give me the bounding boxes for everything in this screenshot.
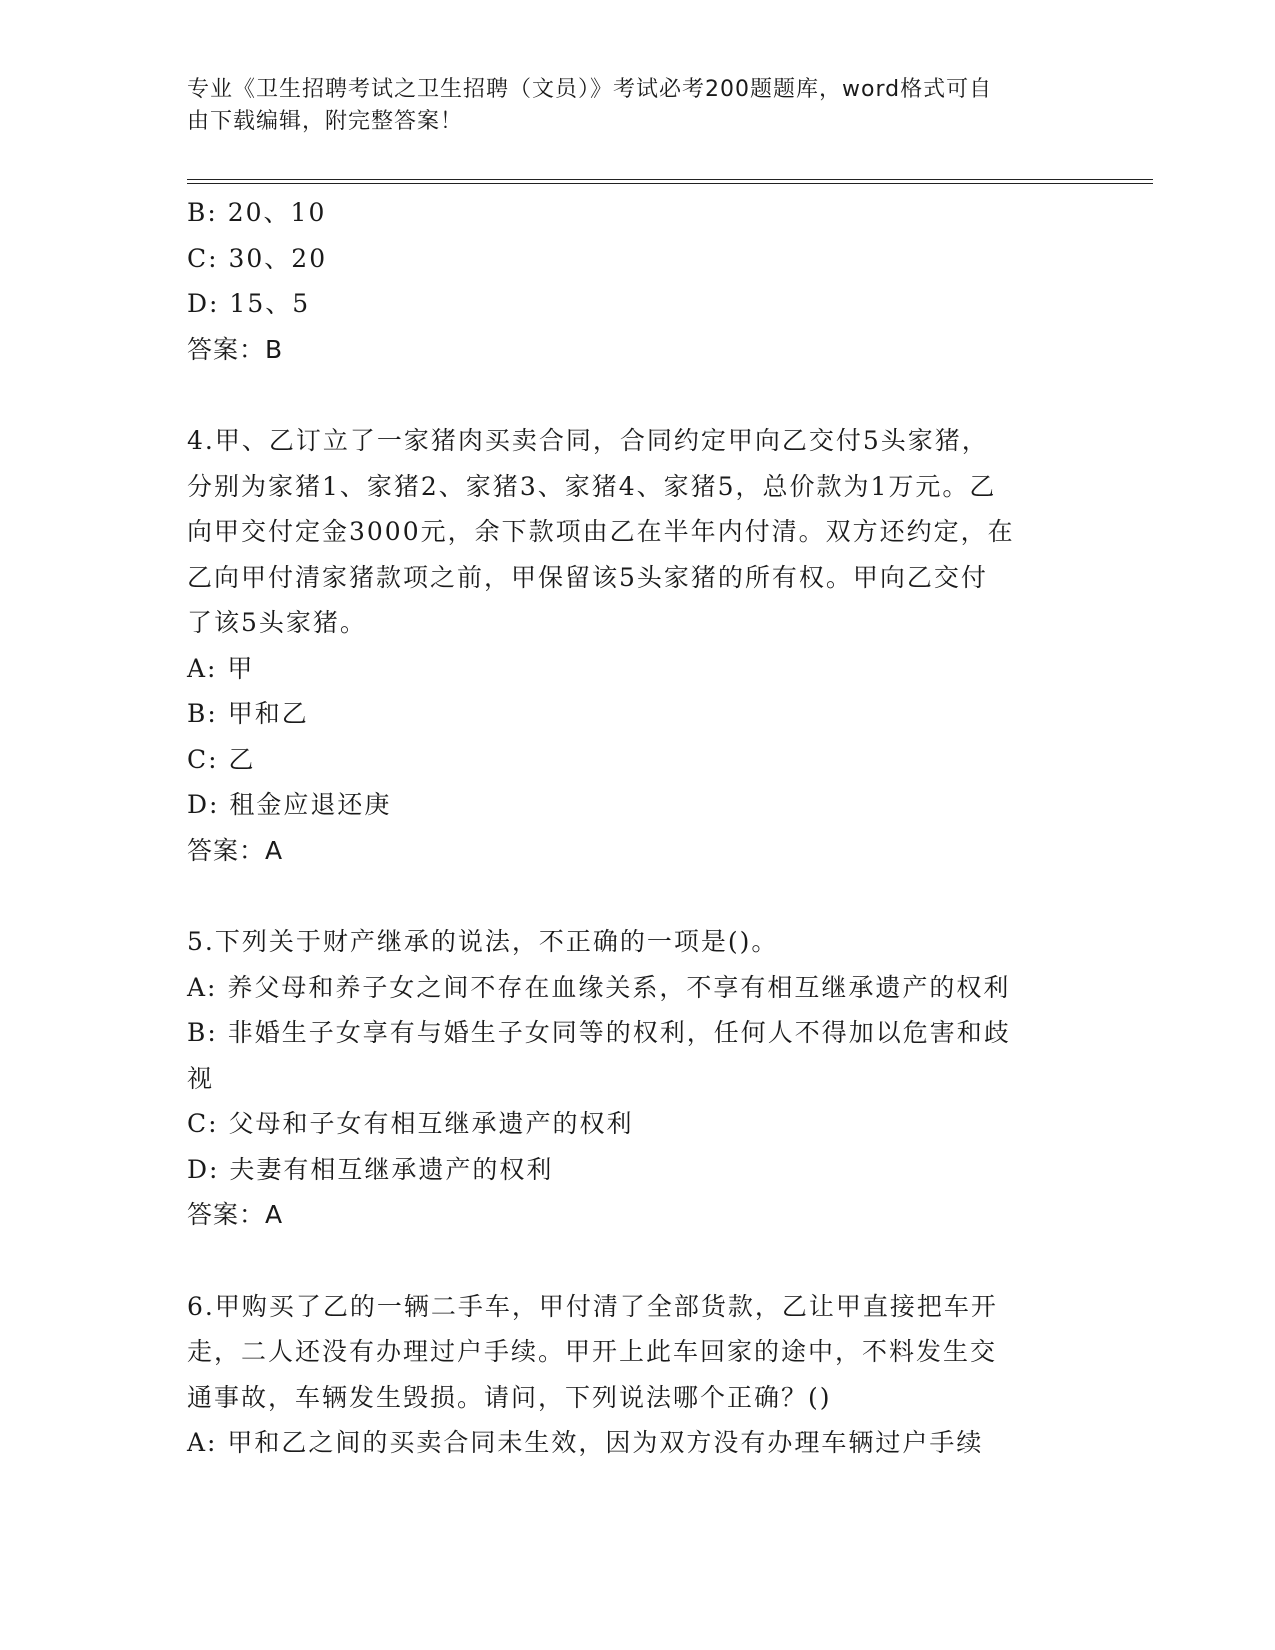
option-b: B: 非婚生子女享有与婚生子女同等的权利，任何人不得加以危害和歧 — [187, 1018, 1011, 1047]
question-text-line: 了该5头家猪。 — [187, 608, 367, 637]
option-c: C: 30、20 — [187, 243, 328, 273]
question-text-line: 通事故，车辆发生毁损。请问，下列说法哪个正确？() — [187, 1382, 832, 1412]
option-c: C: 乙 — [187, 744, 256, 774]
header-divider-thick — [187, 183, 1153, 184]
option-b-continued: 视 — [187, 1063, 215, 1093]
question-text-line: 乙向甲付清家猪款项之前，甲保留该5头家猪的所有权。甲向乙交付 — [187, 562, 988, 592]
answer-line: 答案：A — [187, 1200, 284, 1229]
question-spacer — [187, 1238, 1087, 1284]
answer-line: 答案：A — [187, 835, 284, 865]
question-text-line: 5.下列关于财产继承的说法，不正确的一项是()。 — [187, 927, 779, 956]
option-b: B: 甲和乙 — [187, 699, 309, 728]
option-d: D: 夫妻有相互继承遗产的权利 — [187, 1154, 554, 1184]
header-line-2: 由下载编辑，附完整答案！ — [187, 109, 464, 134]
answer-line: 答案：B — [187, 334, 284, 364]
question-spacer — [187, 372, 1087, 418]
question-5 — [187, 919, 1087, 1238]
header-line-1: 专业《卫生招聘考试之卫生招聘（文员）》考试必考200题题库，word格式可自 — [187, 77, 993, 102]
option-d: D: 15、5 — [187, 289, 311, 318]
document-body — [187, 190, 1087, 1466]
question-3-continued — [187, 190, 1087, 372]
option-c: C: 父母和子女有相互继承遗产的权利 — [187, 1109, 634, 1138]
question-text-line: 走，二人还没有办理过户手续。甲开上此车回家的途中，不料发生交 — [187, 1337, 998, 1366]
question-text-line: 6.甲购买了乙的一辆二手车，甲付清了全部货款，乙让甲直接把车开 — [187, 1291, 998, 1321]
option-b: B: 20、10 — [187, 198, 327, 227]
option-a: A: 养父母和养子女之间不存在血缘关系，不享有相互继承遗产的权利 — [187, 972, 1011, 1002]
question-text-line: 向甲交付定金3000元，余下款项由乙在半年内付清。双方还约定，在 — [187, 517, 1015, 546]
question-text-line: 4.甲、乙订立了一家猪肉买卖合同，合同约定甲向乙交付5头家猪， — [187, 426, 989, 455]
question-6 — [187, 1284, 1087, 1466]
question-text-line: 分别为家猪1、家猪2、家猪3、家猪4、家猪5，总价款为1万元。乙 — [187, 471, 997, 501]
question-spacer — [187, 873, 1087, 919]
document-header — [187, 74, 1087, 138]
option-d: D: 租金应退还庚 — [187, 790, 392, 819]
option-a: A: 甲和乙之间的买卖合同未生效，因为双方没有办理车辆过户手续 — [187, 1428, 984, 1457]
question-4 — [187, 418, 1087, 873]
header-divider-thin — [187, 179, 1153, 180]
option-a: A: 甲 — [187, 653, 255, 683]
